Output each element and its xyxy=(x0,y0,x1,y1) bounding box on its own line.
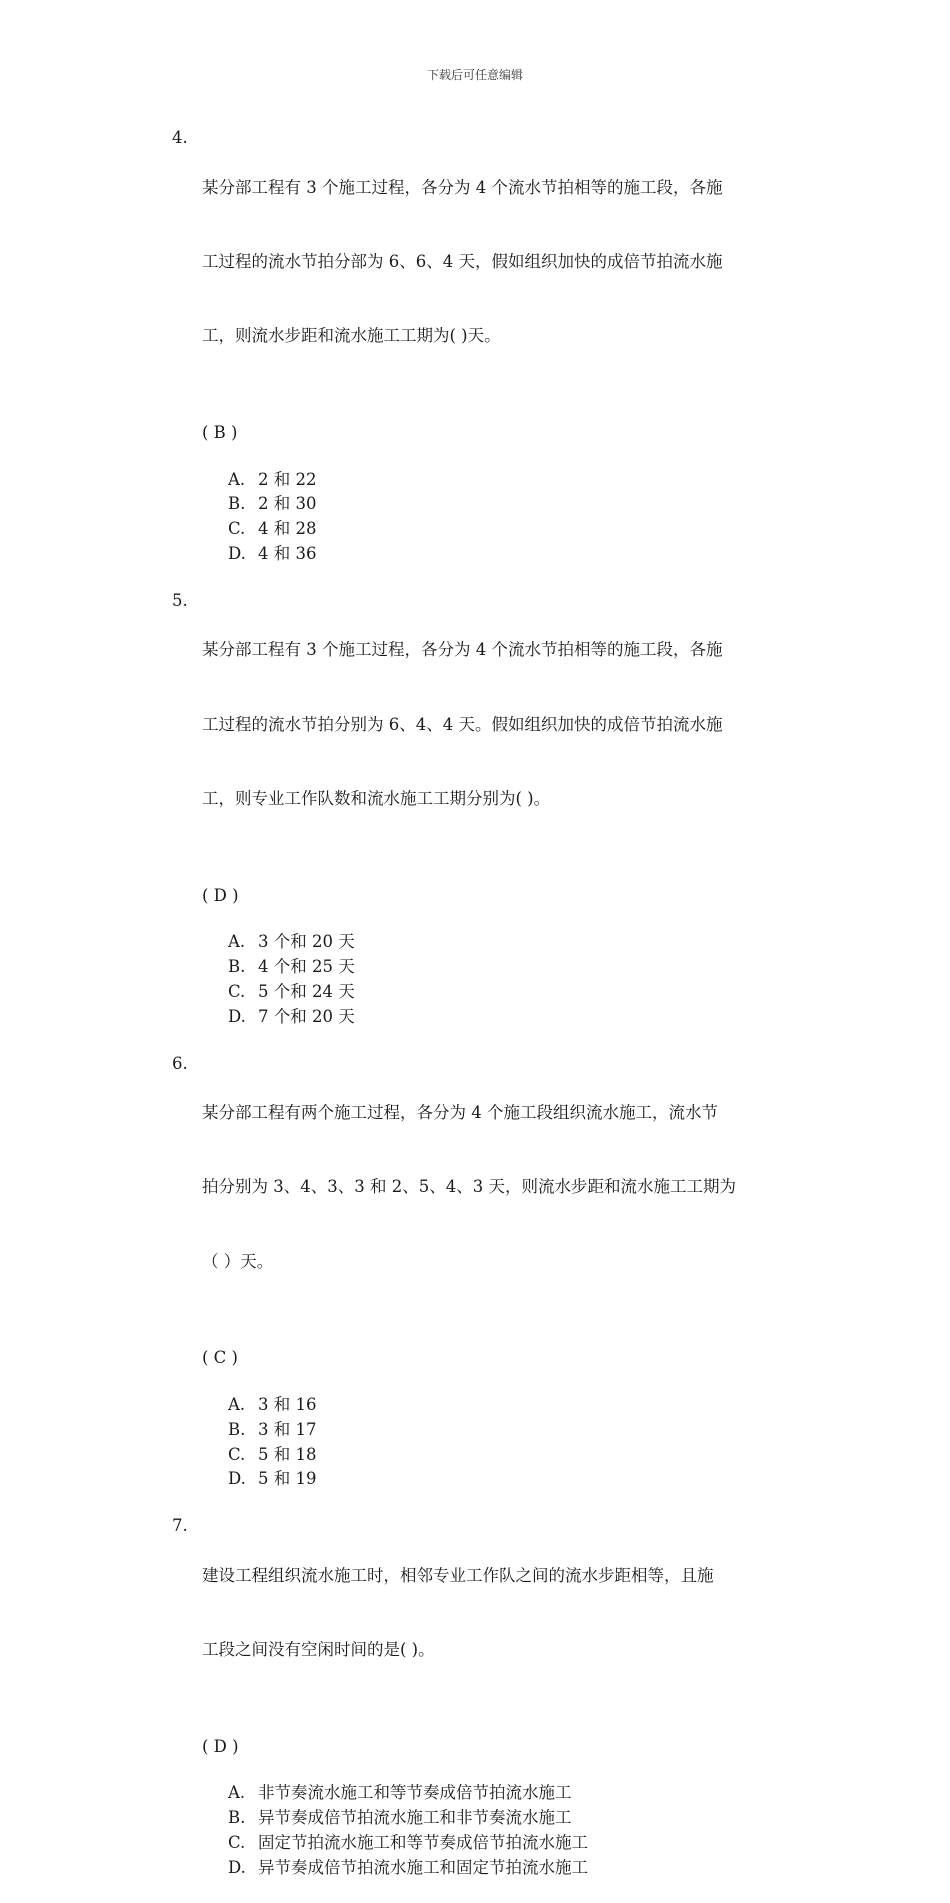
option-letter: C. xyxy=(228,1833,246,1853)
option-text: 4 和 28 xyxy=(258,519,317,539)
question-line: 建设工程组织流水施工时，相邻专业工作队之间的流水步距相等，且施 xyxy=(202,1565,714,1585)
option-letter: D. xyxy=(228,1469,246,1489)
option-c xyxy=(228,517,802,542)
question-line: 某分部工程有 3 个施工过程，各分为 4 个流水节拍相等的施工段，各施 xyxy=(202,177,723,197)
option-a xyxy=(228,930,802,955)
question-line: 拍分别为 3、4、3、3 和 2、5、4、3 天，则流水步距和流水施工工期为 xyxy=(202,1177,736,1197)
option-list xyxy=(228,1781,802,1880)
question-text xyxy=(202,589,802,862)
question-line: （ ）天。 xyxy=(202,1251,274,1271)
option-a xyxy=(228,1393,802,1418)
option-text: 5 和 19 xyxy=(258,1469,317,1489)
question-number: 4. xyxy=(172,128,188,147)
question-line: 工过程的流水节拍分部为 6、6、4 天，假如组织加快的成倍节拍流水施 xyxy=(202,251,723,271)
answer-key: ( D ) xyxy=(202,1736,239,1756)
question-4 xyxy=(172,126,802,567)
question-line: 某分部工程有 3 个施工过程，各分为 4 个流水节拍相等的施工段，各施 xyxy=(202,640,723,660)
page-header: 下载后可任意编辑 xyxy=(426,68,523,82)
question-line: 工，则专业工作队数和流水施工工期分别为( )。 xyxy=(202,789,551,809)
option-letter: C. xyxy=(228,519,246,539)
option-text: 异节奏成倍节拍流水施工和固定节拍流水施工 xyxy=(258,1857,588,1877)
option-letter: A. xyxy=(228,469,246,489)
option-letter: D. xyxy=(228,543,246,563)
option-text: 4 和 36 xyxy=(258,543,317,563)
question-line: 某分部工程有两个施工过程，各分为 4 个施工段组织流水施工，流水节 xyxy=(202,1103,718,1123)
question-7 xyxy=(172,1514,802,1880)
option-text: 3 和 16 xyxy=(258,1395,317,1415)
option-b xyxy=(228,1806,802,1831)
answer-key: ( D ) xyxy=(202,885,239,905)
option-text: 5 个和 24 天 xyxy=(258,981,355,1001)
question-number: 7. xyxy=(172,1516,188,1536)
option-text: 4 个和 25 天 xyxy=(258,957,355,977)
option-letter: C. xyxy=(228,1444,246,1464)
question-5 xyxy=(172,589,802,1030)
option-text: 固定节拍流水施工和等节奏成倍节拍流水施工 xyxy=(258,1833,588,1853)
option-letter: A. xyxy=(228,1395,246,1415)
option-letter: A. xyxy=(228,1783,246,1803)
question-line: 工，则流水步距和流水施工工期为( )天。 xyxy=(202,326,501,346)
option-letter: B. xyxy=(228,957,246,977)
option-letter: A. xyxy=(228,932,246,952)
option-text: 3 和 17 xyxy=(258,1419,317,1439)
option-text: 3 个和 20 天 xyxy=(258,932,355,952)
question-line: 工段之间没有空闲时间的是( )。 xyxy=(202,1640,435,1660)
option-d xyxy=(228,1005,802,1030)
answer-key: ( B ) xyxy=(202,422,238,442)
answer-key: ( C ) xyxy=(202,1348,238,1368)
option-a xyxy=(228,1781,802,1806)
option-letter: D. xyxy=(228,1857,246,1877)
option-d xyxy=(228,542,802,567)
question-stem xyxy=(172,126,802,399)
option-letter: B. xyxy=(228,1808,246,1828)
option-c xyxy=(228,1831,802,1856)
option-text: 7 个和 20 天 xyxy=(258,1006,355,1026)
option-list xyxy=(228,930,802,1029)
option-c xyxy=(228,980,802,1005)
question-stem xyxy=(172,589,802,862)
question-stem xyxy=(172,1514,802,1712)
option-b xyxy=(228,492,802,517)
option-text: 非节奏流水施工和等节奏成倍节拍流水施工 xyxy=(258,1783,572,1803)
option-d xyxy=(228,1467,802,1492)
option-letter: B. xyxy=(228,1419,246,1439)
option-text: 2 和 22 xyxy=(258,469,317,489)
option-text: 5 和 18 xyxy=(258,1444,317,1464)
option-letter: C. xyxy=(228,981,246,1001)
option-b xyxy=(228,955,802,980)
option-d xyxy=(228,1856,802,1881)
question-number: 5. xyxy=(172,590,188,610)
option-a xyxy=(228,468,802,493)
question-stem xyxy=(172,1052,802,1325)
option-text: 异节奏成倍节拍流水施工和非节奏流水施工 xyxy=(258,1808,572,1828)
question-text xyxy=(202,126,802,399)
option-list xyxy=(228,1393,802,1492)
option-list xyxy=(228,468,802,567)
question-6 xyxy=(172,1052,802,1493)
option-letter: D. xyxy=(228,1006,246,1026)
option-b xyxy=(228,1418,802,1443)
question-number: 6. xyxy=(172,1053,188,1073)
question-text xyxy=(202,1514,802,1712)
option-c xyxy=(228,1443,802,1468)
question-text xyxy=(202,1052,802,1325)
document-body xyxy=(172,126,802,1903)
question-line: 工过程的流水节拍分别为 6、4、4 天。假如组织加快的成倍节拍流水施 xyxy=(202,714,723,734)
option-letter: B. xyxy=(228,494,246,514)
option-text: 2 和 30 xyxy=(258,494,317,514)
